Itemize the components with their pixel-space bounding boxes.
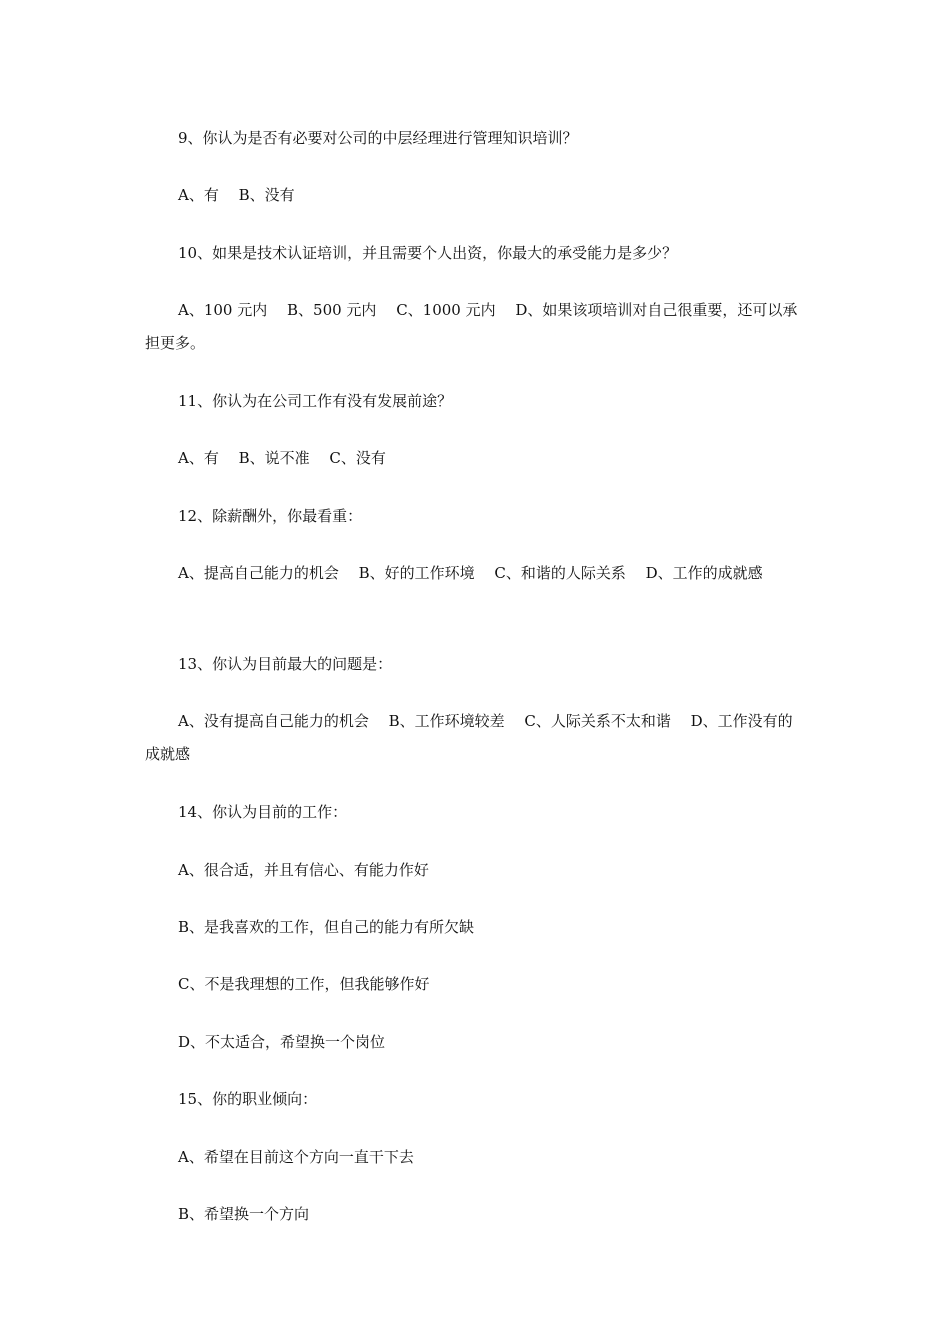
answer-options-13: A、没有提高自己能力的机会 B、工作环境较差 C、人际关系不太和谐 D、工作没有的成就感	[145, 712, 793, 763]
question-12: 12、除薪酬外，你最看重：	[178, 507, 363, 525]
answer-options-12: A、提高自己能力的机会 B、好的工作环境 C、和谐的人际关系 D、工作的成就感	[178, 564, 763, 582]
answer-option-14d: D、不太适合，希望换一个岗位	[178, 1033, 386, 1051]
answer-options-10: A、100 元内 B、500 元内 C、1000 元内 D、如果该项培训对自己很重要，还可以承担更多。	[145, 301, 798, 352]
question-9: 9、你认为是否有必要对公司的中层经理进行管理知识培训？	[178, 129, 578, 147]
answer-options-9: A、有 B、没有	[178, 186, 295, 204]
answer-option-15a: A、希望在目前这个方向一直干下去	[178, 1148, 414, 1166]
question-11: 11、你认为在公司工作有没有发展前途？	[178, 392, 453, 410]
answer-option-14a: A、很合适，并且有信心、有能力作好	[178, 861, 429, 879]
answer-options-11: A、有 B、说不准 C、没有	[178, 449, 386, 467]
answer-option-14c: C、不是我理想的工作，但我能够作好	[178, 975, 430, 993]
answer-option-14b: B、是我喜欢的工作，但自己的能力有所欠缺	[178, 918, 475, 936]
question-10: 10、如果是技术认证培训，并且需要个人出资，你最大的承受能力是多少？	[178, 244, 678, 262]
question-14: 14、你认为目前的工作：	[178, 803, 348, 821]
question-15: 15、你的职业倾向：	[178, 1090, 318, 1108]
answer-option-15b: B、希望换一个方向	[178, 1205, 310, 1223]
question-13: 13、你认为目前最大的问题是：	[178, 655, 393, 673]
